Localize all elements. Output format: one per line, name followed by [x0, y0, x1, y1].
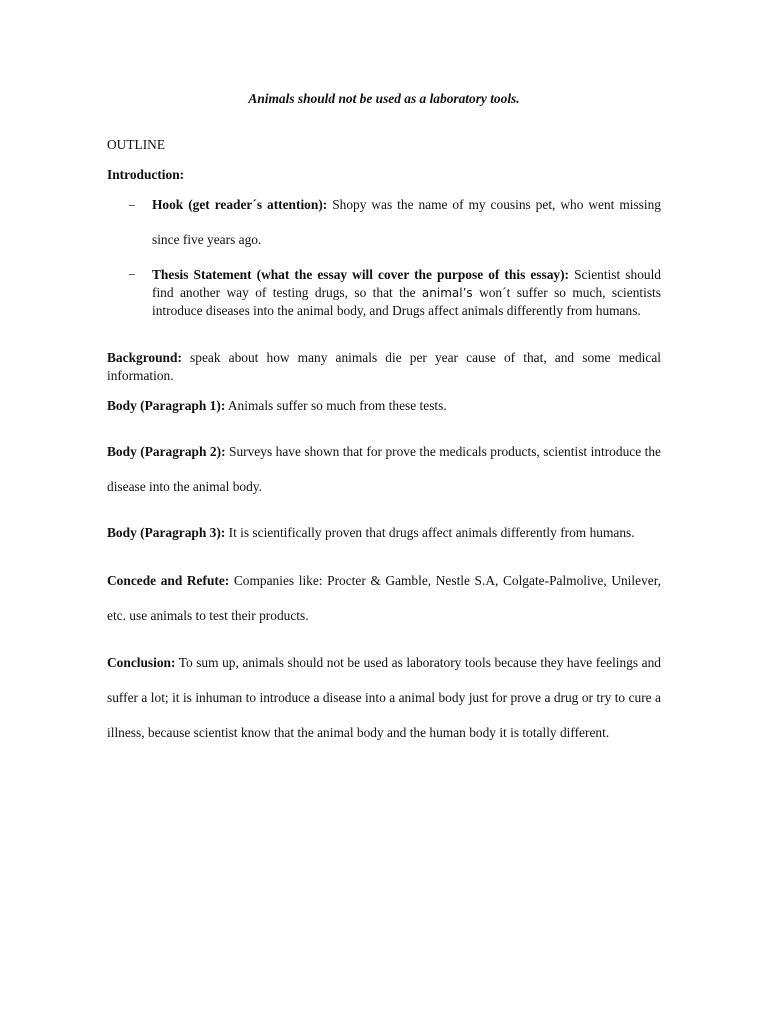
introduction-heading: Introduction:: [107, 167, 185, 182]
body2-item: [107, 434, 661, 504]
hook-item: [152, 187, 661, 257]
hook-label: Hook (get reader´s attention):: [152, 197, 328, 212]
thesis-bullet: −: [128, 267, 136, 282]
thesis-text-end: won´t suffer so much, scientists introduce diseases into the animal body, and Drugs affect animals differently from humans.: [152, 285, 661, 318]
body2-label: Body (Paragraph 2):: [107, 444, 226, 459]
thesis-highlight-word: animal’s: [421, 286, 473, 300]
outline-heading: OUTLINE: [107, 137, 166, 152]
background-text: speak about how many animals die per year cause of that, and some medical information.: [107, 350, 661, 383]
background-label: Background:: [107, 350, 182, 365]
essay-title: Animals should not be used as a laboratory tools.: [248, 91, 520, 106]
body1-item: [107, 397, 661, 415]
hook-bullet: −: [128, 198, 136, 213]
body2-text: Surveys have shown that for prove the medicals products, scientist introduce the disease into the animal body.: [107, 444, 661, 494]
body3-item: [107, 524, 661, 542]
body3-text: It is scientifically proven that drugs affect animals differently from humans.: [225, 525, 635, 540]
body1-label: Body (Paragraph 1):: [107, 398, 226, 413]
concede-item: [107, 563, 661, 633]
concede-label: Concede and Refute:: [107, 573, 230, 588]
body3-label: Body (Paragraph 3):: [107, 525, 226, 540]
body1-text: Animals suffer so much from these tests.: [225, 398, 447, 413]
thesis-item: [152, 266, 661, 320]
conclusion-label: Conclusion:: [107, 655, 176, 670]
thesis-label: Thesis Statement (what the essay will cover the purpose of this essay):: [152, 267, 570, 282]
conclusion-item: [107, 645, 661, 750]
concede-text: Companies like: Procter & Gamble, Nestle S.A, Colgate-Palmolive, Unilever, etc. use animals to test their products.: [107, 573, 661, 623]
background-item: [107, 349, 661, 385]
thesis-text-start: Scientist should find another way of testing drugs, so that the: [152, 267, 662, 300]
hook-text: Shopy was the name of my cousins pet, who went missing since five years ago.: [152, 197, 661, 247]
conclusion-text: To sum up, animals should not be used as laboratory tools because they have feelings and suffer a lot; it is inhuman to introduce a disease into a animal body just for prove a drug or try to cure a illness, because scientist know that the animal body and the human body it is totally different.: [107, 655, 661, 740]
